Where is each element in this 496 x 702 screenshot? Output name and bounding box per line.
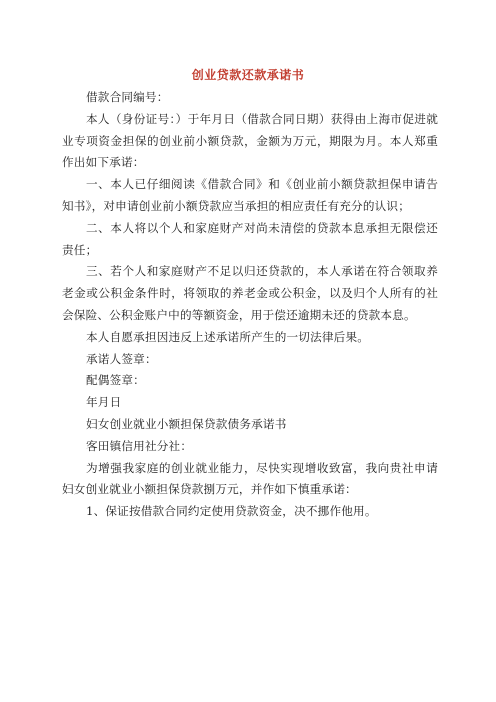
intro-paragraph: 本人（身份证号：）于年月日（借款合同日期）获得由上海市促进就业专项资金担保的创业前小额贷款，金额为万元，期限为月。本人郑重作出如下承诺： [62,111,438,170]
spouse-signature-line: 配偶签章： [86,373,145,388]
liability-statement: 本人自愿承担因违反上述承诺所产生的一切法律后果。 [86,329,370,344]
second-intro-paragraph: 为增强我家庭的创业就业能力，尽快实现增收致富，我向贵社申请妇女创业就业小额担保贷款捌万元，并作如下慎重承诺： [62,460,438,497]
date-line: 年月日 [86,395,122,410]
promisor-signature-line: 承诺人签章： [86,351,157,366]
document-title: 创业贷款还款承诺书 [191,68,305,82]
second-item-1: 1、保证按借款合同约定使用贷款资金，决不挪作他用。 [86,504,377,519]
commitment-item-3: 三、若个人和家庭财产不足以归还贷款的，本人承诺在符合领取养老金或公积金条件时，将领取的养老金或公积金，以及归个人所有的社会保险、公积金账户中的等额资金，用于偿还逾期未还的贷款本息。 [62,264,438,322]
commitment-item-1: 一、本人已仔细阅读《借款合同》和《创业前小额贷款担保申请告知书》，对申请创业前小额贷款应当承担的相应责任有充分的认识； [62,177,438,213]
document-body [62,87,438,523]
addressee-line: 客田镇信用社分社： [86,438,193,453]
contract-number-line: 借款合同编号： [86,90,169,104]
commitment-item-2: 二、本人将以个人和家庭财产对尚未清偿的贷款本息承担无限偿还责任； [62,220,438,257]
second-document-title: 妇女创业就业小额担保贷款债务承诺书 [86,416,287,431]
